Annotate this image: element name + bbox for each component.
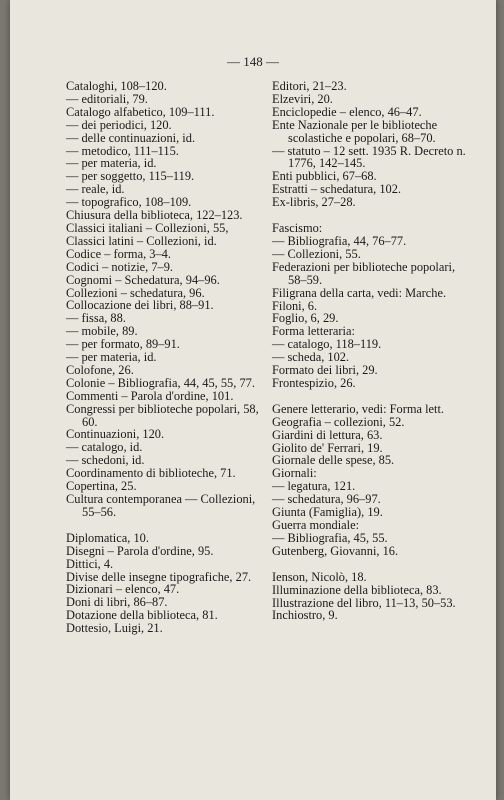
index-entry: — per materia, id. (66, 156, 157, 171)
index-entry: Ex-libris, 27–28. (272, 195, 356, 210)
index-entry: Inchiostro, 9. (272, 608, 338, 623)
index-entry: Dottesio, Luigi, 21. (66, 621, 163, 636)
index-entry: Illuminazione della biblioteca, 83. (272, 582, 442, 597)
index-entry: — per materia, id. (66, 350, 157, 365)
index-entry: Disegni – Parola d'ordine, 95. (66, 543, 214, 558)
index-entry: — legatura, 121. (272, 479, 356, 494)
index-entry: — delle continuazioni, id. (66, 130, 196, 145)
index-entry: Dizionari – elenco, 47. (66, 582, 180, 597)
index-entry: — catalogo, 118–119. (272, 337, 382, 352)
index-entry: Giolito de' Ferrari, 19. (272, 440, 383, 455)
index-entry: Illustrazione del libro, 11–13, 50–53. (272, 595, 456, 610)
index-entry: Giornale delle spese, 85. (272, 453, 395, 468)
index-entry: Federazioni per biblioteche popolari, 58–59. (272, 259, 456, 287)
index-column-left (66, 80, 262, 635)
index-entry: Colofone, 26. (66, 362, 134, 377)
index-entry: Filigrana della carta, vedi: Marche. (272, 285, 447, 300)
index-entry: — per formato, 89–91. (66, 337, 180, 352)
index-entry: — statuto – 12 sett. 1935 R. Decreto n. 1776, 142–145. (272, 143, 466, 171)
index-entry: Cultura contemporanea — Collezioni, 55–56. (66, 492, 256, 519)
section-gap (66, 519, 262, 532)
index-entry: Editori, 21–23. (272, 79, 347, 93)
index-entry: Elzeviri, 20. (272, 91, 333, 106)
index-entry: Cognomi – Schedatura, 94–96. (66, 272, 220, 287)
index-entry: Catalogo alfabetico, 109–111. (66, 104, 215, 119)
index-entry: — schedatura, 96–97. (272, 492, 381, 507)
index-entry: Copertina, 25. (66, 479, 137, 494)
index-entry: Cataloghi, 108–120. (66, 79, 167, 93)
index-entry: Ienson, Nicolò, 18. (272, 569, 367, 584)
index-entry: — per soggetto, 115–119. (66, 169, 195, 184)
index-entry: — Bibliografia, 45, 55. (272, 530, 388, 545)
index-entry: — dei periodici, 120. (66, 117, 172, 132)
index-entry: — catalogo, id. (66, 440, 143, 455)
index-entry: Genere letterario, vedi: Forma lett. (272, 401, 445, 416)
index-column-right (272, 80, 468, 622)
index-entry: Diplomatica, 10. (66, 530, 149, 545)
index-entry: Forma letteraria: (272, 324, 355, 339)
index-entry: — schedoni, id. (66, 453, 145, 468)
index-entry: Ente Nazionale per le biblioteche scolastiche e popolari, 68–70. (272, 117, 438, 145)
index-entry: Chiusura della biblioteca, 122–123. (66, 208, 243, 223)
index-entry: — scheda, 102. (272, 350, 350, 365)
index-entry: Enti pubblici, 67–68. (272, 169, 377, 184)
index-entry: Classici italiani – Collezioni, 55, (66, 220, 229, 235)
index-entry: Colonie – Bibliografia, 44, 45, 55, 77. (66, 375, 255, 390)
index-entry: Collezioni – schedatura, 96. (66, 285, 205, 300)
book-page (10, 0, 496, 800)
index-entry: — Bibliografia, 44, 76–77. (272, 233, 407, 248)
index-entry: Divise delle insegne tipografiche, 27. (66, 569, 252, 584)
index-entry: — mobile, 89. (66, 324, 138, 339)
index-entry: Congressi per biblioteche popolari, 58, 60. (66, 401, 259, 429)
index-entry: Formato dei libri, 29. (272, 363, 378, 378)
index-entry: Filoni, 6. (272, 298, 318, 313)
index-entry: Frontespizio, 26. (272, 375, 356, 390)
index-entry: Coordinamento di biblioteche, 71. (66, 466, 236, 481)
index-entry: — metodico, 111–115. (66, 143, 179, 158)
section-gap (272, 558, 468, 571)
index-entry: — reale, id. (66, 182, 125, 197)
index-entry: Doni di libri, 86–87. (66, 595, 168, 610)
index-entry: Guerra mondiale: (272, 518, 360, 532)
index-entry: Dittici, 4. (66, 556, 114, 571)
index-entry: Codice – forma, 3–4. (66, 246, 171, 261)
index-entry: Collocazione dei libri, 88–91. (66, 298, 214, 313)
index-entry: Codici – notizie, 7–9. (66, 259, 174, 274)
index-entry: Giunta (Famiglia), 19. (272, 505, 383, 520)
index-entry: Geografia – collezioni, 52. (272, 414, 405, 429)
index-entry: Giardini di lettura, 63. (272, 427, 383, 442)
index-entry: Dotazione della biblioteca, 81. (66, 608, 218, 623)
index-entry: Classici latini – Collezioni, id. (66, 233, 217, 248)
page-number: — 148 — (227, 54, 279, 69)
index-entry: Estratti – schedatura, 102. (272, 182, 402, 197)
index-entry: — editoriali, 79. (66, 91, 148, 106)
index-entry: — fissa, 88. (66, 311, 126, 326)
index-entry: Giornali: (272, 466, 317, 481)
index-entry: — Collezioni, 55. (272, 246, 361, 261)
index-entry: Commenti – Parola d'ordine, 101. (66, 388, 234, 403)
index-entry: Gutenberg, Giovanni, 16. (272, 543, 399, 558)
index-entry: Enciclopedie – elenco, 46–47. (272, 104, 422, 119)
section-gap (272, 390, 468, 403)
index-entry: Foglio, 6, 29. (272, 311, 339, 326)
index-entry: Continuazioni, 120. (66, 427, 165, 442)
index-entry: Fascismo: (272, 221, 323, 236)
index-entry: — topografico, 108–109. (66, 195, 192, 210)
